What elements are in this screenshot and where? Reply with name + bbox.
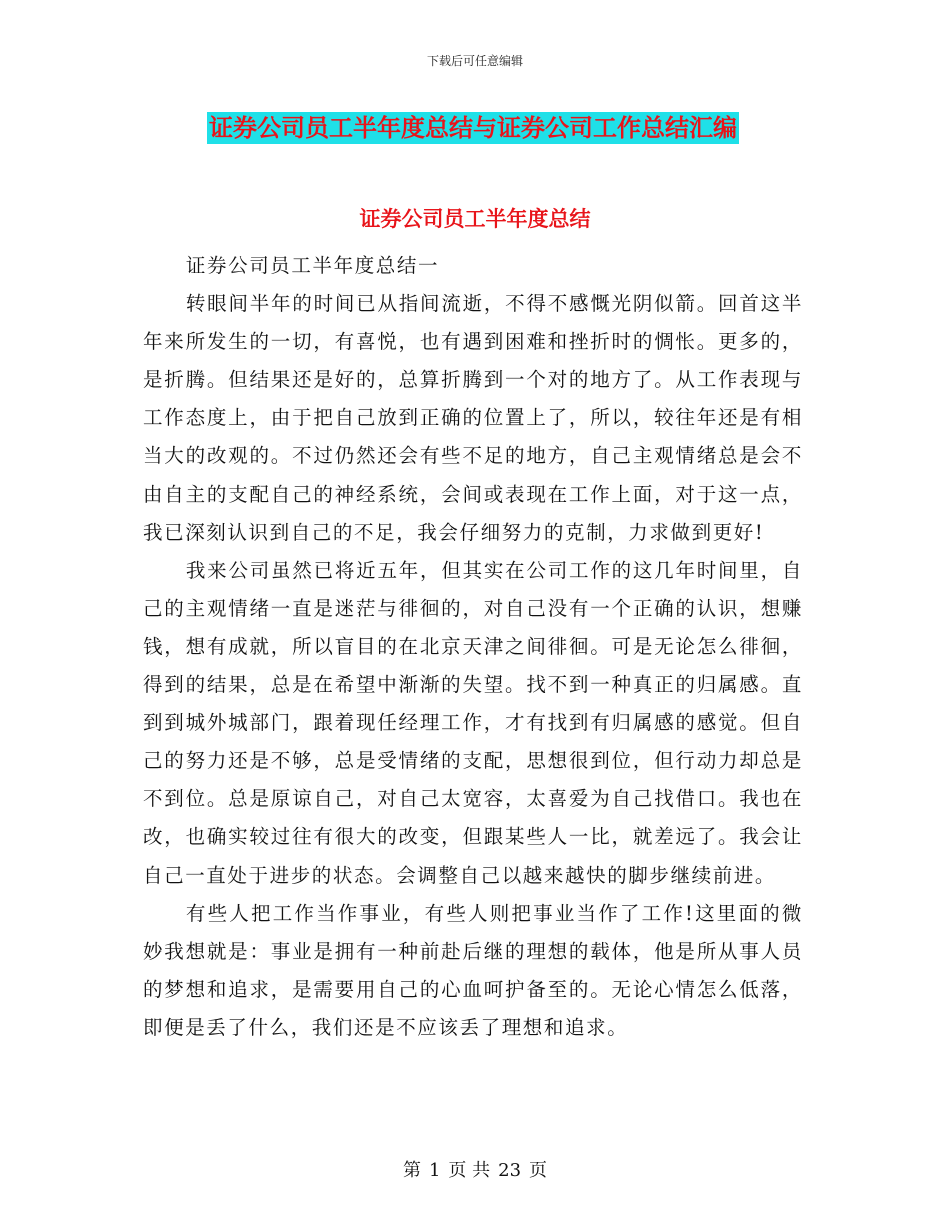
- footer-total-pages: 23: [498, 1160, 522, 1181]
- paragraph-subtitle: 证券公司员工半年度总结一: [185, 254, 440, 277]
- footer-label-page: 第: [402, 1160, 421, 1181]
- section-title: 证券公司员工半年度总结: [359, 207, 591, 231]
- footer-current-page: 1: [428, 1160, 441, 1181]
- paragraph: 我来公司虽然已将近五年，但其实在公司工作的这几年时间里，自己的主观情绪一直是迷茫与徘徊的，对自己没有一个正确的认识，想赚钱，想有成就，所以盲目的在北京天津之间徘徊。可是无论怎么徘徊，得到的结果，总是在希望中渐渐的失望。找不到一种真正的归属感。直到到城外城部门，跟着现任经理工作，才有找到有归属感的感觉。但自己的努力还是不够，总是受情绪的支配，思想很到位，但行动力却总是不到位。总是原谅自己，对自己太宽容，太喜爱为自己找借口。我也在改，也确实较过往有很大的改变，但跟某些人一比，就差远了。我会让自己一直处于进步的状态。会调整自己以越来越快的脚步继续前进。: [143, 558, 803, 887]
- page-footer: [0, 1156, 950, 1182]
- paragraph: 有些人把工作当作事业，有些人则把事业当作了工作!这里面的微妙我想就是：事业是拥有一种前赴后继的理想的载体，他是所从事人员的梦想和追求，是需要用自己的心血呵护备至的。无论心情怎么低落，即便是丢了什么，我们还是不应该丢了理想和追求。: [143, 901, 803, 1039]
- footer-label-end: 页: [529, 1160, 548, 1181]
- paragraph: 转眼间半年的时间已从指间流逝，不得不感慨光阴似箭。回首这半年来所发生的一切，有喜悦，也有遇到困难和挫折时的惆怅。更多的，是折腾。但结果还是好的，总算折腾到一个对的地方了。从工作表现与工作态度上，由于把自己放到正确的位置上了，所以，较往年还是有相当大的改观的。不过仍然还会有些不足的地方，自己主观情绪总是会不由自主的支配自己的神经系统，会间或表现在工作上面，对于这一点，我已深刻认识到自己的不足，我会仔细努力的克制，力求做到更好!: [143, 292, 803, 544]
- document-main-title: 证券公司员工半年度总结与证券公司工作总结汇编: [209, 114, 737, 142]
- header-note: 下载后可任意编辑: [426, 54, 523, 68]
- document-body: [143, 247, 803, 1047]
- footer-label-of: 页 共: [448, 1160, 491, 1181]
